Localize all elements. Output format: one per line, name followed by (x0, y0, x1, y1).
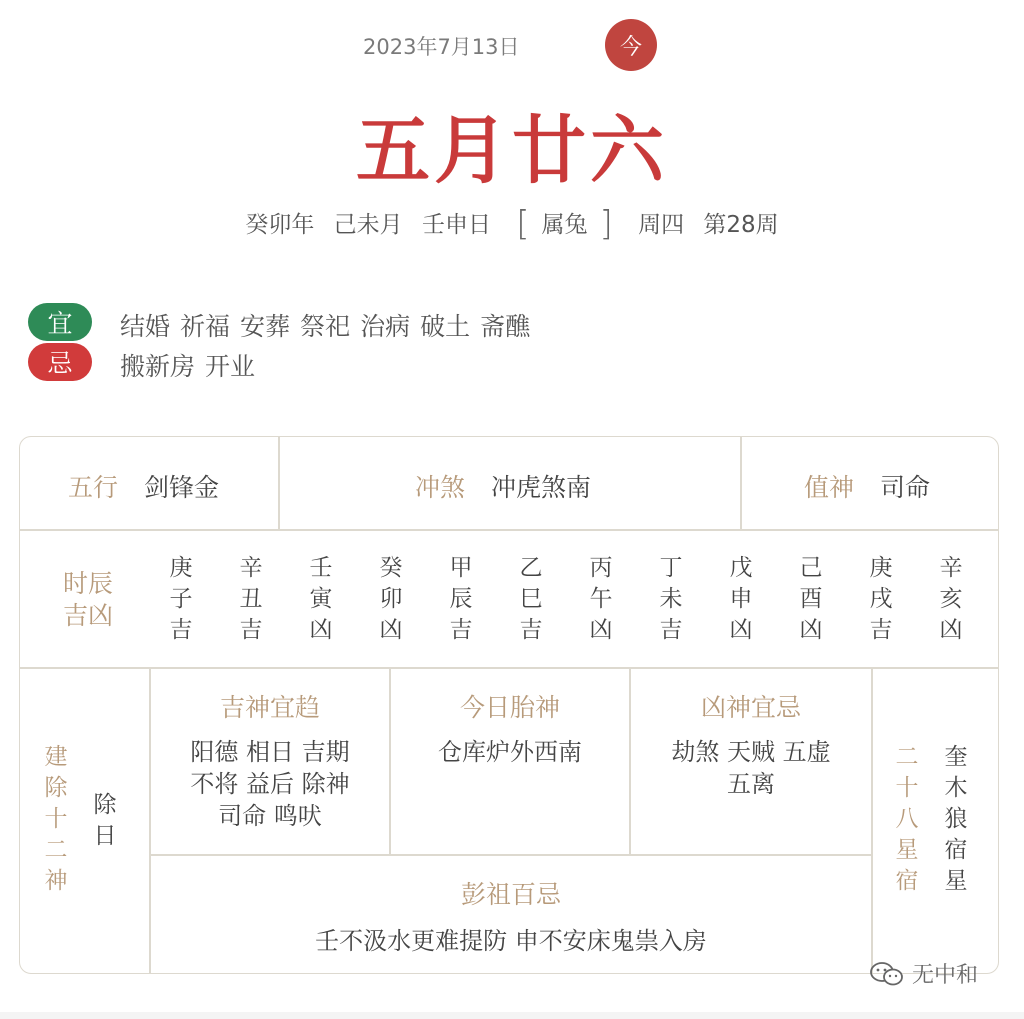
hour-stem: 己 (799, 555, 823, 581)
hour-column (446, 553, 476, 646)
xiu-label-char: 十 (895, 775, 919, 801)
hour-branch: 卯 (379, 586, 403, 612)
divider (20, 667, 998, 669)
hour-luck: 吉 (659, 617, 683, 643)
zhishen-label: 值神 (804, 473, 855, 502)
xiu-label-char: 八 (895, 806, 919, 832)
watermark (868, 958, 978, 989)
hour-branch: 酉 (799, 586, 823, 612)
taishen-title: 今日胎神 (459, 693, 560, 722)
hour-branch: 戌 (869, 586, 893, 612)
hour-column (656, 553, 686, 646)
wechat-icon (868, 961, 906, 987)
divider (871, 667, 873, 973)
jishen-line: 司命 鸣吠 (218, 802, 322, 830)
ji-item: 搬新房 (120, 352, 196, 381)
hour-branch: 子 (169, 586, 193, 612)
taishen-line: 仓库炉外西南 (438, 738, 582, 766)
hours-label-line: 时辰 (63, 569, 114, 598)
hour-column (936, 553, 966, 646)
xiu-value (942, 742, 970, 897)
jianchu-value-char: 日 (93, 823, 117, 849)
ji-item: 开业 (205, 352, 256, 381)
chongsha-label: 冲煞 (415, 473, 466, 502)
month-ganzhi: 己未月 (333, 212, 403, 238)
hour-stem: 戊 (729, 555, 753, 581)
jianchu-label-char: 二 (44, 837, 68, 863)
pengzu-cell (151, 875, 871, 957)
jishen-line: 阳德 相日 吉期 (190, 738, 350, 766)
jishen-line: 不将 益后 除神 (190, 770, 350, 798)
year-ganzhi: 癸卯年 (245, 212, 315, 238)
lunar-date: 五月廿六 (356, 108, 668, 194)
weekday: 周四 (638, 212, 685, 238)
hour-stem: 辛 (239, 555, 263, 581)
yi-item: 安葬 (240, 312, 291, 341)
divider (740, 437, 742, 529)
chongsha-value: 冲虎煞南 (490, 473, 591, 502)
wuxing-value: 剑锋金 (143, 473, 219, 502)
wuxing-label: 五行 (68, 473, 119, 502)
divider (20, 529, 998, 531)
zhishen-cell (804, 468, 930, 504)
hour-stem: 庚 (869, 555, 893, 581)
pengzu-title: 彭祖百忌 (460, 880, 561, 909)
hour-stem: 庚 (169, 555, 193, 581)
hour-column (376, 553, 406, 646)
hour-column (236, 553, 266, 646)
hour-luck: 吉 (169, 617, 193, 643)
yi-item: 祭祀 (300, 312, 351, 341)
hours-label (63, 568, 113, 632)
xiongshen-title: 凶神宜忌 (700, 693, 801, 722)
hour-luck: 凶 (379, 617, 403, 643)
hour-branch: 亥 (939, 586, 963, 612)
jianchu-label-char: 建 (44, 744, 68, 770)
jianchu-label-char: 除 (44, 775, 68, 801)
ji-list (120, 347, 265, 383)
week-number: 第28周 (703, 212, 779, 238)
jianchu-label-char: 神 (44, 868, 68, 894)
xiu-label-char: 二 (895, 744, 919, 770)
hour-branch: 申 (729, 586, 753, 612)
jianchu-value (91, 790, 119, 852)
xiu-value-char: 奎 (944, 744, 968, 770)
hour-stem: 辛 (939, 555, 963, 581)
hour-branch: 未 (659, 586, 683, 612)
hour-column (516, 553, 546, 646)
hour-column (586, 553, 616, 646)
hour-branch: 辰 (449, 586, 473, 612)
divider (278, 437, 280, 529)
hour-luck: 吉 (869, 617, 893, 643)
xiongshen-line: 五离 (727, 770, 775, 798)
xiu-value-char: 星 (944, 868, 968, 894)
solar-date: 2023年7月13日 (363, 35, 520, 59)
pengzu-text: 壬不汲水更难提防 申不安床鬼祟入房 (315, 927, 707, 955)
hour-luck: 凶 (729, 617, 753, 643)
chongsha-cell (415, 468, 591, 504)
jishen-cell (151, 688, 389, 832)
hour-stem: 丙 (589, 555, 613, 581)
yi-item: 祈福 (180, 312, 231, 341)
day-ganzhi: 壬申日 (421, 212, 491, 238)
hour-column (306, 553, 336, 646)
xiu-value-char: 宿 (944, 837, 968, 863)
almanac-table (19, 436, 999, 974)
xiu-label-char: 宿 (895, 868, 919, 894)
jishen-title: 吉神宜趋 (219, 693, 320, 722)
hour-column (166, 553, 196, 646)
yi-item: 破土 (420, 312, 471, 341)
hour-luck: 凶 (799, 617, 823, 643)
today-button[interactable]: 今 (605, 19, 657, 71)
hour-luck: 吉 (449, 617, 473, 643)
hour-branch: 寅 (309, 586, 333, 612)
jianchu-label-char: 十 (44, 806, 68, 832)
yi-item: 结婚 (120, 312, 171, 341)
hour-luck: 吉 (239, 617, 263, 643)
taishen-cell (391, 688, 629, 768)
xiu-value-char: 狼 (944, 806, 968, 832)
divider (150, 854, 872, 856)
zodiac-badge: [ 属兔 ] (516, 204, 613, 244)
xiongshen-line: 劫煞 天贼 五虚 (671, 738, 831, 766)
hour-branch: 巳 (519, 586, 543, 612)
hour-column (866, 553, 896, 646)
xiu-label-char: 星 (895, 837, 919, 863)
watermark-text: 无中和 (912, 963, 979, 988)
hour-luck: 凶 (939, 617, 963, 643)
bottom-rule (0, 1012, 1024, 1019)
hour-luck: 吉 (519, 617, 543, 643)
hour-stem: 丁 (659, 555, 683, 581)
hour-stem: 癸 (379, 555, 403, 581)
ganzhi-line (0, 204, 1024, 244)
jianchu-value-char: 除 (93, 792, 117, 818)
zodiac-text: 属兔 (541, 212, 588, 238)
hour-stem: 壬 (309, 555, 333, 581)
xiu-label (893, 742, 921, 897)
hour-luck: 凶 (309, 617, 333, 643)
yi-badge: 宜 (28, 303, 92, 341)
hour-column (726, 553, 756, 646)
hour-branch: 午 (589, 586, 613, 612)
zhishen-value: 司命 (879, 473, 930, 502)
hour-stem: 乙 (519, 555, 543, 581)
hour-luck: 凶 (589, 617, 613, 643)
hour-column (796, 553, 826, 646)
xiu-value-char: 木 (944, 775, 968, 801)
wuxing-cell (68, 468, 219, 504)
jianchu-label (42, 742, 70, 897)
ji-badge: 忌 (28, 343, 92, 381)
xiongshen-cell (631, 688, 871, 800)
yi-item: 斋醮 (480, 312, 531, 341)
yi-item: 治病 (360, 312, 411, 341)
yi-list (120, 307, 540, 343)
hour-branch: 丑 (239, 586, 263, 612)
hours-label-line: 吉凶 (63, 601, 114, 630)
hour-stem: 甲 (449, 555, 473, 581)
